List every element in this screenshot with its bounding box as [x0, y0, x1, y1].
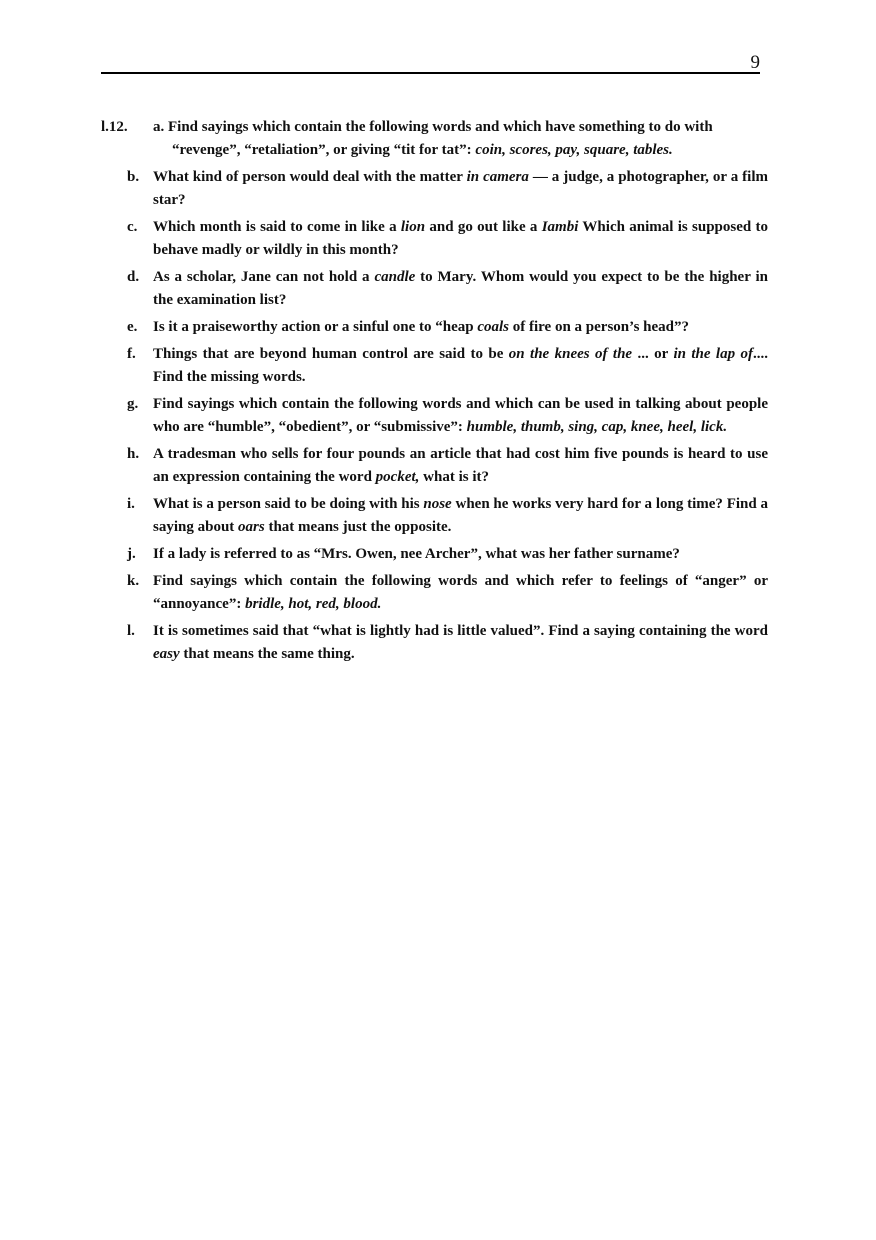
exercise-item-d	[101, 266, 768, 312]
item-text: ... or	[632, 346, 674, 362]
item-text: Which month is said to come in like a	[153, 219, 401, 235]
item-text: What kind of person would deal with the matter	[153, 169, 467, 185]
page-number: 9	[750, 52, 760, 73]
item-italic-words: bridle, hot, red, blood.	[245, 596, 382, 612]
item-marker: b.	[127, 169, 140, 185]
item-italic-words: oars	[238, 519, 265, 535]
exercise-number: l.12.	[101, 119, 128, 135]
item-marker: i.	[127, 496, 135, 512]
exercise-item-l	[101, 620, 768, 666]
exercise-item-f	[101, 343, 768, 389]
item-text: that means just the opposite.	[264, 519, 452, 535]
exercise-item-g	[101, 393, 768, 439]
item-italic-words: in the lap of	[673, 346, 753, 362]
item-marker: l.	[127, 623, 135, 639]
item-italic-words: humble, thumb, sing, cap, knee, heel, lick.	[466, 419, 728, 435]
item-text: A tradesman who sells for four pounds an article that had cost him five pounds is heard to use an expression containing the word	[153, 446, 768, 485]
item-marker: k.	[127, 573, 140, 589]
exercise-item-a	[101, 116, 768, 162]
item-marker: j.	[127, 546, 136, 562]
item-text: what is it?	[419, 469, 489, 485]
item-marker: a.	[153, 119, 165, 135]
item-text: to Mary. Whom would you expect to be the higher in the examination list?	[153, 269, 768, 308]
item-italic-words: on the knees of the	[508, 346, 633, 362]
item-text: “revenge”, “retaliation”, or giving “tit for tat”:	[172, 142, 476, 158]
item-text: Things that are beyond human control are said to be	[153, 346, 509, 362]
item-marker: g.	[127, 396, 139, 412]
item-text: Find sayings which contain the following words and which have something to do with	[168, 119, 713, 135]
item-a-continuation	[153, 139, 768, 162]
item-italic-words: pocket,	[375, 469, 420, 485]
item-text: — a judge, a photographer, or a film star?	[153, 169, 768, 208]
exercise-item-k	[101, 570, 768, 616]
item-text: and go out like a	[425, 219, 542, 235]
item-text: What is a person said to be doing with his	[153, 496, 424, 512]
header-rule	[101, 72, 760, 74]
item-text: Which animal is supposed to behave madly or wildly in this month?	[153, 219, 769, 258]
item-marker: e.	[127, 319, 138, 335]
item-text: that means the same thing.	[179, 646, 355, 662]
item-italic-words: coals	[477, 319, 509, 335]
item-text: Find sayings which contain the following words and which refer to feelings of “anger” or “annoyance”:	[153, 573, 768, 612]
item-text: .... Find the missing words.	[153, 346, 768, 385]
exercise-item-e	[101, 316, 768, 339]
exercise-block	[101, 116, 768, 666]
exercise-item-j	[101, 543, 768, 566]
item-marker: c.	[127, 219, 138, 235]
item-marker: h.	[127, 446, 140, 462]
item-italic-words: nose	[423, 496, 452, 512]
exercise-item-h	[101, 443, 768, 489]
exercise-item-i	[101, 493, 768, 539]
item-text: As a scholar, Jane can not hold a	[153, 269, 375, 285]
item-italic-words: Iambi	[541, 219, 579, 235]
item-marker: f.	[127, 346, 136, 362]
item-text: when he works very hard for a long time? Find a saying about	[153, 496, 768, 535]
item-italic-words: candle	[374, 269, 416, 285]
item-text: Find sayings which contain the following words and which can be used in talking about people who are “humble”, “obedient”, or “submissive”:	[153, 396, 768, 435]
item-text: It is sometimes said that “what is lightly had is little valued”. Find a saying containing the word	[153, 623, 768, 639]
exercise-item-c	[101, 216, 768, 262]
exercise-item-a-text	[153, 116, 768, 162]
item-text: If a lady is referred to as “Mrs. Owen, nee Archer”, what was her father surname?	[153, 546, 680, 562]
item-italic-words: easy	[153, 646, 180, 662]
exercise-item-b	[101, 166, 768, 212]
item-text: Is it a praiseworthy action or a sinful one to “heap	[153, 319, 478, 335]
item-text: of fire on a person’s head”?	[509, 319, 689, 335]
item-italic-words: coin, scores, pay, square, tables.	[475, 142, 673, 158]
item-marker: d.	[127, 269, 140, 285]
item-italic-words: in camera	[466, 169, 529, 185]
item-italic-words: lion	[400, 219, 426, 235]
